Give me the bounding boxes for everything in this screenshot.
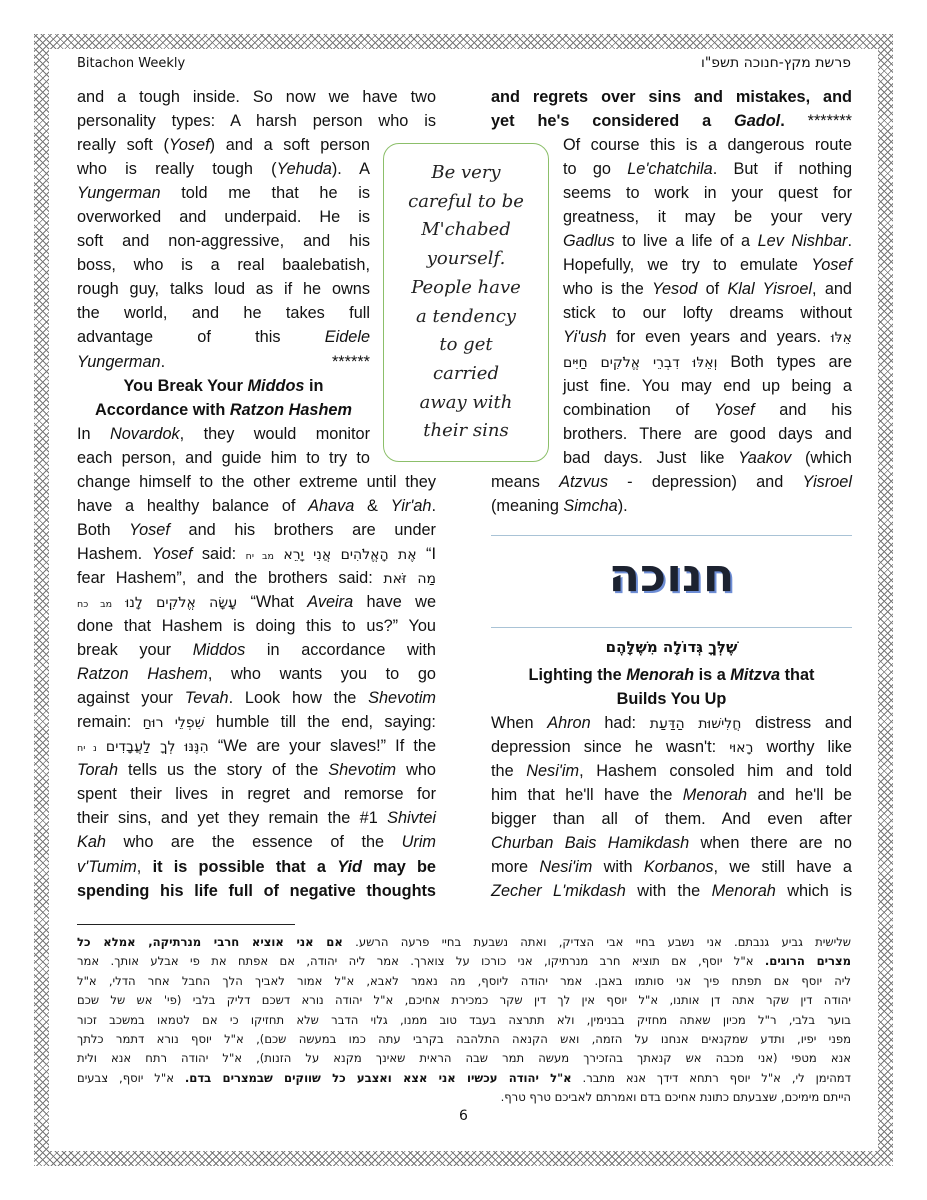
- text-segment: and his: [754, 400, 853, 419]
- text-segment: (which: [791, 448, 852, 467]
- text-segment: spending his life full of negative thoughts: [77, 881, 436, 900]
- right-column: [491, 85, 852, 518]
- text-segment: Churban Bais Hamikdash: [491, 834, 690, 853]
- text-line: [77, 109, 436, 133]
- text-segment: v'Tumim: [77, 857, 137, 876]
- text-line: [77, 830, 436, 854]
- text-segment: Klal Yisroel: [727, 280, 813, 299]
- section-divider-bottom: [491, 627, 852, 628]
- text-segment: ליה יוסף אם תפתח פיך אני סותמו באבן. אמר יהודה ליוסף, מה נאמר לאבא, א"ל אמור לאביך הלך החבל אחר הדלי, א"ל: [77, 973, 851, 988]
- text-segment: greatness, it may be your very: [563, 208, 852, 227]
- text-segment: Menorah: [682, 786, 748, 805]
- text-segment: that: [780, 666, 815, 684]
- text-segment: Yosef: [129, 520, 170, 539]
- text-segment: tells us the story of the: [118, 761, 329, 780]
- text-segment: Shevotim: [328, 761, 397, 780]
- text-line: [563, 181, 852, 205]
- text-segment: ,: [136, 857, 153, 876]
- text-segment: Lighting the: [528, 666, 627, 684]
- text-line: [77, 325, 370, 349]
- text-segment: in: [304, 376, 324, 395]
- text-segment: Yisroel: [802, 472, 852, 491]
- text-segment: bigger than all of them. And even after: [491, 810, 852, 829]
- text-segment: Eidele: [324, 328, 370, 347]
- text-segment: Atzvus: [559, 472, 608, 491]
- text-line: [77, 494, 436, 518]
- footnote-separator: [77, 924, 295, 925]
- text-segment: Yi'ush: [563, 328, 607, 347]
- text-segment: humble till the end, saying:: [204, 713, 436, 732]
- text-line: [77, 422, 370, 446]
- text-segment: “We are your slaves!” If the: [208, 737, 436, 756]
- text-segment: Torah: [77, 761, 119, 780]
- text-segment: which is: [775, 882, 852, 901]
- text-segment: Both: [77, 520, 130, 539]
- text-segment: Yosef: [811, 256, 852, 275]
- text-segment: Gadol: [734, 112, 781, 131]
- text-line: [491, 470, 852, 494]
- pull-quote-line: to get: [439, 334, 493, 356]
- text-line: [77, 470, 436, 494]
- text-segment: and his brothers are under: [169, 520, 436, 539]
- text-segment: Zecher L'mikdash: [491, 882, 626, 901]
- text-line: [77, 879, 436, 903]
- text-segment: ). A: [331, 160, 370, 179]
- heading-line: [491, 663, 852, 687]
- text-segment: א"ל יהודה עכשיו אני אצא ואצבע כל שווקים שבמצרים בדם.: [184, 1070, 572, 1085]
- text-segment: “What: [237, 592, 308, 611]
- text-segment: it is possible that a: [152, 857, 338, 876]
- text-segment: .: [847, 232, 852, 251]
- section-divider-top: [491, 535, 852, 536]
- text-segment: , they would monitor: [179, 424, 370, 443]
- text-line: [77, 614, 436, 638]
- pull-quote-line: M'chabed: [421, 219, 511, 241]
- text-segment: Menorah: [626, 666, 695, 684]
- text-segment: אם אני אוציא חרבי מנרתיקה, אמלא כל: [77, 935, 343, 949]
- text-segment: and he'll be: [747, 786, 852, 805]
- text-line: [563, 277, 852, 301]
- hebrew-text: מב יח: [245, 550, 274, 562]
- text-segment: means: [491, 472, 560, 491]
- text-line: [491, 831, 852, 855]
- text-line: [77, 1088, 851, 1107]
- text-segment: said:: [192, 544, 246, 563]
- text-segment: יהודה דין שקר אתה דן אותנו, א"ל יוסף אין לך דין שקר כמכירת אחיכם, א"ל יהודה נורא דשכם דליק בלבי (פי' אש של שכם: [77, 993, 851, 1008]
- text-segment: boss, who is a real baalebatish,: [77, 256, 370, 275]
- text-line: [77, 855, 436, 879]
- text-segment: Hashem.: [77, 544, 152, 563]
- text-segment: and regrets over sins and mistakes, and: [491, 88, 852, 106]
- text-segment: advantage of this: [77, 328, 325, 347]
- text-segment: Le'chatchila: [627, 160, 713, 179]
- text-segment: In: [77, 424, 110, 443]
- text-segment: Aveira: [307, 592, 354, 611]
- text-segment: ) and a soft person: [209, 136, 370, 155]
- hebrew-text: וְאֵלּוּ דִבְרֵי אֱלֹקִים חַיִּים: [563, 354, 718, 371]
- text-segment: You Break Your: [123, 376, 248, 395]
- text-segment: (meaning: [491, 496, 564, 515]
- text-segment: , and: [812, 280, 852, 299]
- text-segment: &: [354, 496, 391, 515]
- text-line: [77, 662, 436, 686]
- text-segment: Yesod: [652, 280, 698, 299]
- text-segment: Yungerman: [77, 184, 161, 203]
- text-segment: stick to our lofty dreams without: [563, 304, 852, 323]
- heading-line: [77, 398, 370, 422]
- text-segment: Urim: [401, 833, 436, 852]
- text-line: [77, 205, 370, 229]
- text-line: [563, 157, 852, 181]
- text-segment: each person, and guide him to try to: [77, 448, 370, 467]
- text-line: [77, 806, 436, 830]
- text-segment: שלישית גביע גנבתם. אני נשבע בחיי אבי הצדיק, ואתה נשבעת בחיי פרעה הרשע.: [342, 935, 852, 949]
- text-line: [563, 133, 852, 157]
- text-segment: Kah: [77, 833, 106, 852]
- text-line: [77, 782, 436, 806]
- text-segment: Of course this is a dangerous route: [563, 136, 852, 155]
- text-line: [563, 446, 852, 470]
- text-line: [563, 229, 852, 253]
- hebrew-text: הִנֶּנּוּ לְךָ לַעֲבָדִים: [105, 739, 209, 756]
- text-line: [77, 972, 851, 991]
- text-line: [77, 1011, 851, 1030]
- pull-quote-line: careful to be: [408, 190, 524, 212]
- text-segment: may be: [361, 857, 436, 876]
- text-segment: Builds You Up: [616, 690, 727, 709]
- text-segment: . Look how the: [228, 689, 369, 708]
- hebrew-text: אֶת הָאֱלֹהִים אֲנִי יָרֵא: [283, 546, 417, 563]
- text-line: [77, 952, 851, 971]
- text-line: [77, 758, 436, 782]
- text-segment: Mitzva: [730, 666, 781, 684]
- text-line: [491, 735, 852, 759]
- text-segment: yet he's considered a: [491, 112, 735, 131]
- pull-quote-line: Be very: [431, 162, 501, 183]
- text-line: [563, 422, 852, 446]
- text-line: [563, 253, 852, 277]
- text-segment: done that Hashem is doing this to us?” You: [77, 617, 436, 636]
- pull-quote-line: a tendency: [416, 305, 516, 327]
- text-segment: Yid: [337, 857, 362, 876]
- text-segment: בוער בלבי, ר"ל מכיון שאתה מחזיק בבנימין, ולא תתרצה בעבד טוב ממנו, גלוי הדבר שלא תחזיקו כי אם לטמאו במשכב זכור: [77, 1012, 851, 1027]
- chanukah-section-title: חנוכה: [608, 548, 735, 602]
- text-segment: to live a life of a: [614, 232, 758, 251]
- text-segment: Middos: [247, 376, 305, 395]
- text-segment: א"ל יוסף, צבעים: [77, 1070, 185, 1085]
- text-segment: in accordance with: [245, 641, 436, 660]
- hebrew-text: רָאוּי: [729, 740, 754, 757]
- text-line: [77, 1030, 851, 1049]
- text-segment: , Hashem consoled him and told: [579, 762, 852, 781]
- text-segment: . But if nothing: [712, 160, 852, 179]
- text-segment: [97, 737, 106, 755]
- parsha-header: פרשת מקץ-חנוכה תשפ"ו: [701, 55, 851, 71]
- text-segment: Yaakov: [738, 448, 792, 467]
- text-segment: Middos: [192, 641, 246, 660]
- text-segment: more: [491, 858, 540, 877]
- text-segment: break your: [77, 641, 193, 660]
- text-segment: , who wants you to go: [207, 665, 436, 684]
- text-segment: when there are no: [689, 834, 852, 853]
- text-segment: remain:: [77, 713, 143, 732]
- text-segment: Novardok: [109, 424, 180, 443]
- text-segment: - depression) and: [607, 472, 803, 491]
- text-line: [77, 157, 370, 181]
- text-segment: rough guy, talks loud as if he owns: [77, 280, 370, 299]
- hebrew-text: מב כח: [77, 598, 113, 610]
- text-segment: worthy like: [753, 738, 852, 757]
- text-segment: change himself to the other extreme until they: [77, 472, 436, 491]
- text-segment: Nesi'im: [539, 858, 593, 877]
- text-segment: for even years and years.: [606, 328, 831, 347]
- text-line: [77, 229, 370, 253]
- pull-quote-line: People have: [411, 276, 521, 298]
- text-line: [77, 991, 851, 1010]
- hebrew-subheading: שֶׁלְּךָ גְּדוֹלָה מִשֶּׁלָּהֶם: [605, 638, 738, 656]
- hebrew-text: נ יח: [77, 743, 97, 755]
- text-segment: spent their lives in regret and remorse for: [77, 785, 436, 804]
- text-segment: personality types: A harsh person who is: [77, 112, 436, 131]
- text-segment: אנא מטפי (אני מכבה אש קנאתך בהזכירך מעשה תמר שבה הראית שאינך מקנא על הזנות), א"ל יהודה רתח אנא ולית: [77, 1051, 851, 1066]
- text-line: [563, 301, 852, 325]
- text-line: [491, 855, 852, 879]
- text-segment: .: [431, 496, 436, 515]
- text-segment: with: [592, 858, 644, 877]
- text-line: [491, 783, 852, 807]
- text-segment: with the: [625, 882, 712, 901]
- text-line: [491, 711, 852, 735]
- text-line: [491, 85, 852, 109]
- text-segment: depression since he wasn't:: [491, 738, 730, 757]
- text-segment: Lev Nishbar: [757, 232, 848, 251]
- text-segment: Ahava: [308, 496, 355, 515]
- text-segment: “I: [416, 544, 436, 563]
- text-line: [77, 301, 370, 325]
- text-segment: Yehuda: [276, 160, 332, 179]
- text-segment: combination of: [563, 400, 714, 419]
- text-segment: Accordance with: [95, 400, 230, 419]
- text-segment: have a healthy balance of: [77, 496, 309, 515]
- text-segment: have we: [353, 592, 436, 611]
- text-segment: had:: [590, 714, 650, 733]
- text-segment: the world, and he takes full: [77, 304, 370, 323]
- text-line: [77, 686, 436, 710]
- text-segment: [112, 593, 125, 611]
- text-segment: Tevah: [184, 689, 229, 708]
- text-segment: and a tough inside. So now we have two: [77, 88, 436, 106]
- text-segment: מפני יפיו, ותדע שמקנאים אנחנו על הזמה, ואש הקנאה התלהבה בקרבי עתה כמו במעשה שכם), א"ל יוסף נורא דתמר כלתך: [77, 1031, 851, 1046]
- text-segment: Yir'ah: [390, 496, 432, 515]
- text-segment: Menorah: [711, 882, 776, 901]
- text-segment: *******: [784, 112, 852, 131]
- hebrew-text: שִׁפְלֵי רוּחַ: [142, 715, 205, 732]
- text-segment: . ******: [160, 352, 370, 371]
- heading-line: [77, 374, 370, 398]
- text-segment: ).: [617, 496, 628, 515]
- text-line: [563, 374, 852, 398]
- text-line: [563, 398, 852, 422]
- text-segment: Simcha: [563, 496, 618, 515]
- text-line: [77, 181, 370, 205]
- text-line: [77, 710, 436, 734]
- text-segment: just fine. You may end up being a: [563, 376, 852, 395]
- page-number: 6: [459, 1108, 468, 1124]
- text-segment: overworked and underpaid. He is: [77, 208, 370, 227]
- text-segment: bad days. Just like: [563, 448, 739, 467]
- text-segment: of: [697, 280, 728, 299]
- text-segment: who is really tough (: [77, 160, 277, 179]
- text-segment: דמהימן לי, א"ל יוסף רתחא דידך אנא מתבר.: [571, 1070, 852, 1085]
- text-segment: Korbanos: [643, 858, 714, 877]
- text-line: [491, 759, 852, 783]
- text-segment: told me that he is: [160, 184, 370, 203]
- text-line: [77, 253, 370, 277]
- text-segment: who are the essence of the: [105, 833, 402, 852]
- text-line: [491, 807, 852, 831]
- pull-quote-line: away with: [419, 391, 513, 413]
- hebrew-text: מַה זֹּאת: [383, 570, 437, 587]
- text-line: [491, 879, 852, 903]
- text-line: [77, 446, 370, 470]
- text-segment: seems to work in your quest for: [563, 184, 852, 203]
- text-segment: Hopefully, we try to emulate: [563, 256, 812, 275]
- text-line: [77, 277, 370, 301]
- text-line: [563, 350, 852, 374]
- chanukah-article: [491, 663, 852, 903]
- text-segment: Both types are: [717, 352, 853, 371]
- hebrew-text: עָשָׂה אֱלֹקִים לָנוּ: [125, 594, 238, 611]
- text-segment: מצרים הרוגים.: [764, 954, 852, 969]
- text-segment: Ratzon Hashem: [77, 665, 208, 684]
- hebrew-text: אֵלּוּ: [830, 330, 852, 347]
- text-segment: distress and: [741, 714, 852, 733]
- text-segment: fear Hashem”, and the brothers said:: [77, 568, 384, 587]
- text-segment: Shivtei: [387, 809, 436, 828]
- pull-quote-line: carried: [433, 362, 499, 384]
- text-line: [77, 133, 370, 157]
- text-line: [491, 109, 852, 133]
- text-segment: Yosef: [713, 400, 755, 419]
- footnote: [77, 933, 851, 1108]
- text-segment: Yosef: [168, 136, 210, 155]
- text-line: [77, 85, 436, 109]
- pull-quote-line: their sins: [423, 420, 509, 442]
- text-line: [77, 1049, 851, 1068]
- text-segment: Gadlus: [563, 232, 615, 251]
- text-segment: [274, 545, 283, 563]
- text-line: [77, 566, 436, 590]
- text-segment: .: [780, 112, 785, 131]
- text-line: [563, 205, 852, 229]
- text-line: [77, 734, 436, 758]
- text-line: [77, 1069, 851, 1088]
- pull-quote-line: yourself.: [426, 248, 506, 270]
- text-line: [77, 590, 436, 614]
- text-line: [77, 542, 436, 566]
- text-segment: the: [491, 762, 527, 781]
- newsletter-name: Bitachon Weekly: [77, 56, 186, 71]
- text-segment: really soft (: [77, 136, 169, 155]
- text-segment: who: [396, 761, 436, 780]
- text-segment: against your: [77, 689, 185, 708]
- text-line: [77, 518, 436, 542]
- text-segment: When: [491, 714, 548, 733]
- text-segment: Ahron: [547, 714, 591, 733]
- text-line: [77, 638, 436, 662]
- hebrew-text: חֲלִישׁוּת הַדַּעַת: [649, 716, 742, 733]
- text-segment: him that he'll have the: [491, 786, 683, 805]
- text-line: [77, 350, 370, 374]
- text-segment: their sins, and yet they remain the #1: [77, 809, 388, 828]
- text-segment: הייתם מימיכם, שצבעתם כתונת אחיכם בדם ואמרתם לאביכם טרף טרף.: [500, 1090, 851, 1105]
- text-line: [491, 494, 852, 518]
- text-segment: Yungerman: [77, 352, 161, 371]
- text-segment: Yosef: [151, 544, 193, 563]
- text-segment: Ratzon Hashem: [229, 400, 352, 419]
- text-line: [77, 933, 851, 952]
- text-segment: to go: [563, 160, 628, 179]
- text-segment: who is the: [563, 280, 653, 299]
- text-segment: is a: [694, 666, 731, 684]
- text-segment: Nesi'im: [526, 762, 580, 781]
- text-segment: א"ל יוסף, אם תוציא חרב מנרתיקו, אני כורכו על צוארך. אמר ליה יהודה, אם אפתח את פי אבלע אותך. אמר: [77, 954, 765, 969]
- text-segment: Shevotim: [368, 689, 436, 708]
- text-segment: brothers. There are good days and: [563, 424, 852, 443]
- text-segment: , we still have a: [713, 858, 852, 877]
- text-segment: soft and non-aggressive, and his: [77, 232, 370, 251]
- text-line: [563, 325, 852, 349]
- heading-line: [491, 687, 852, 711]
